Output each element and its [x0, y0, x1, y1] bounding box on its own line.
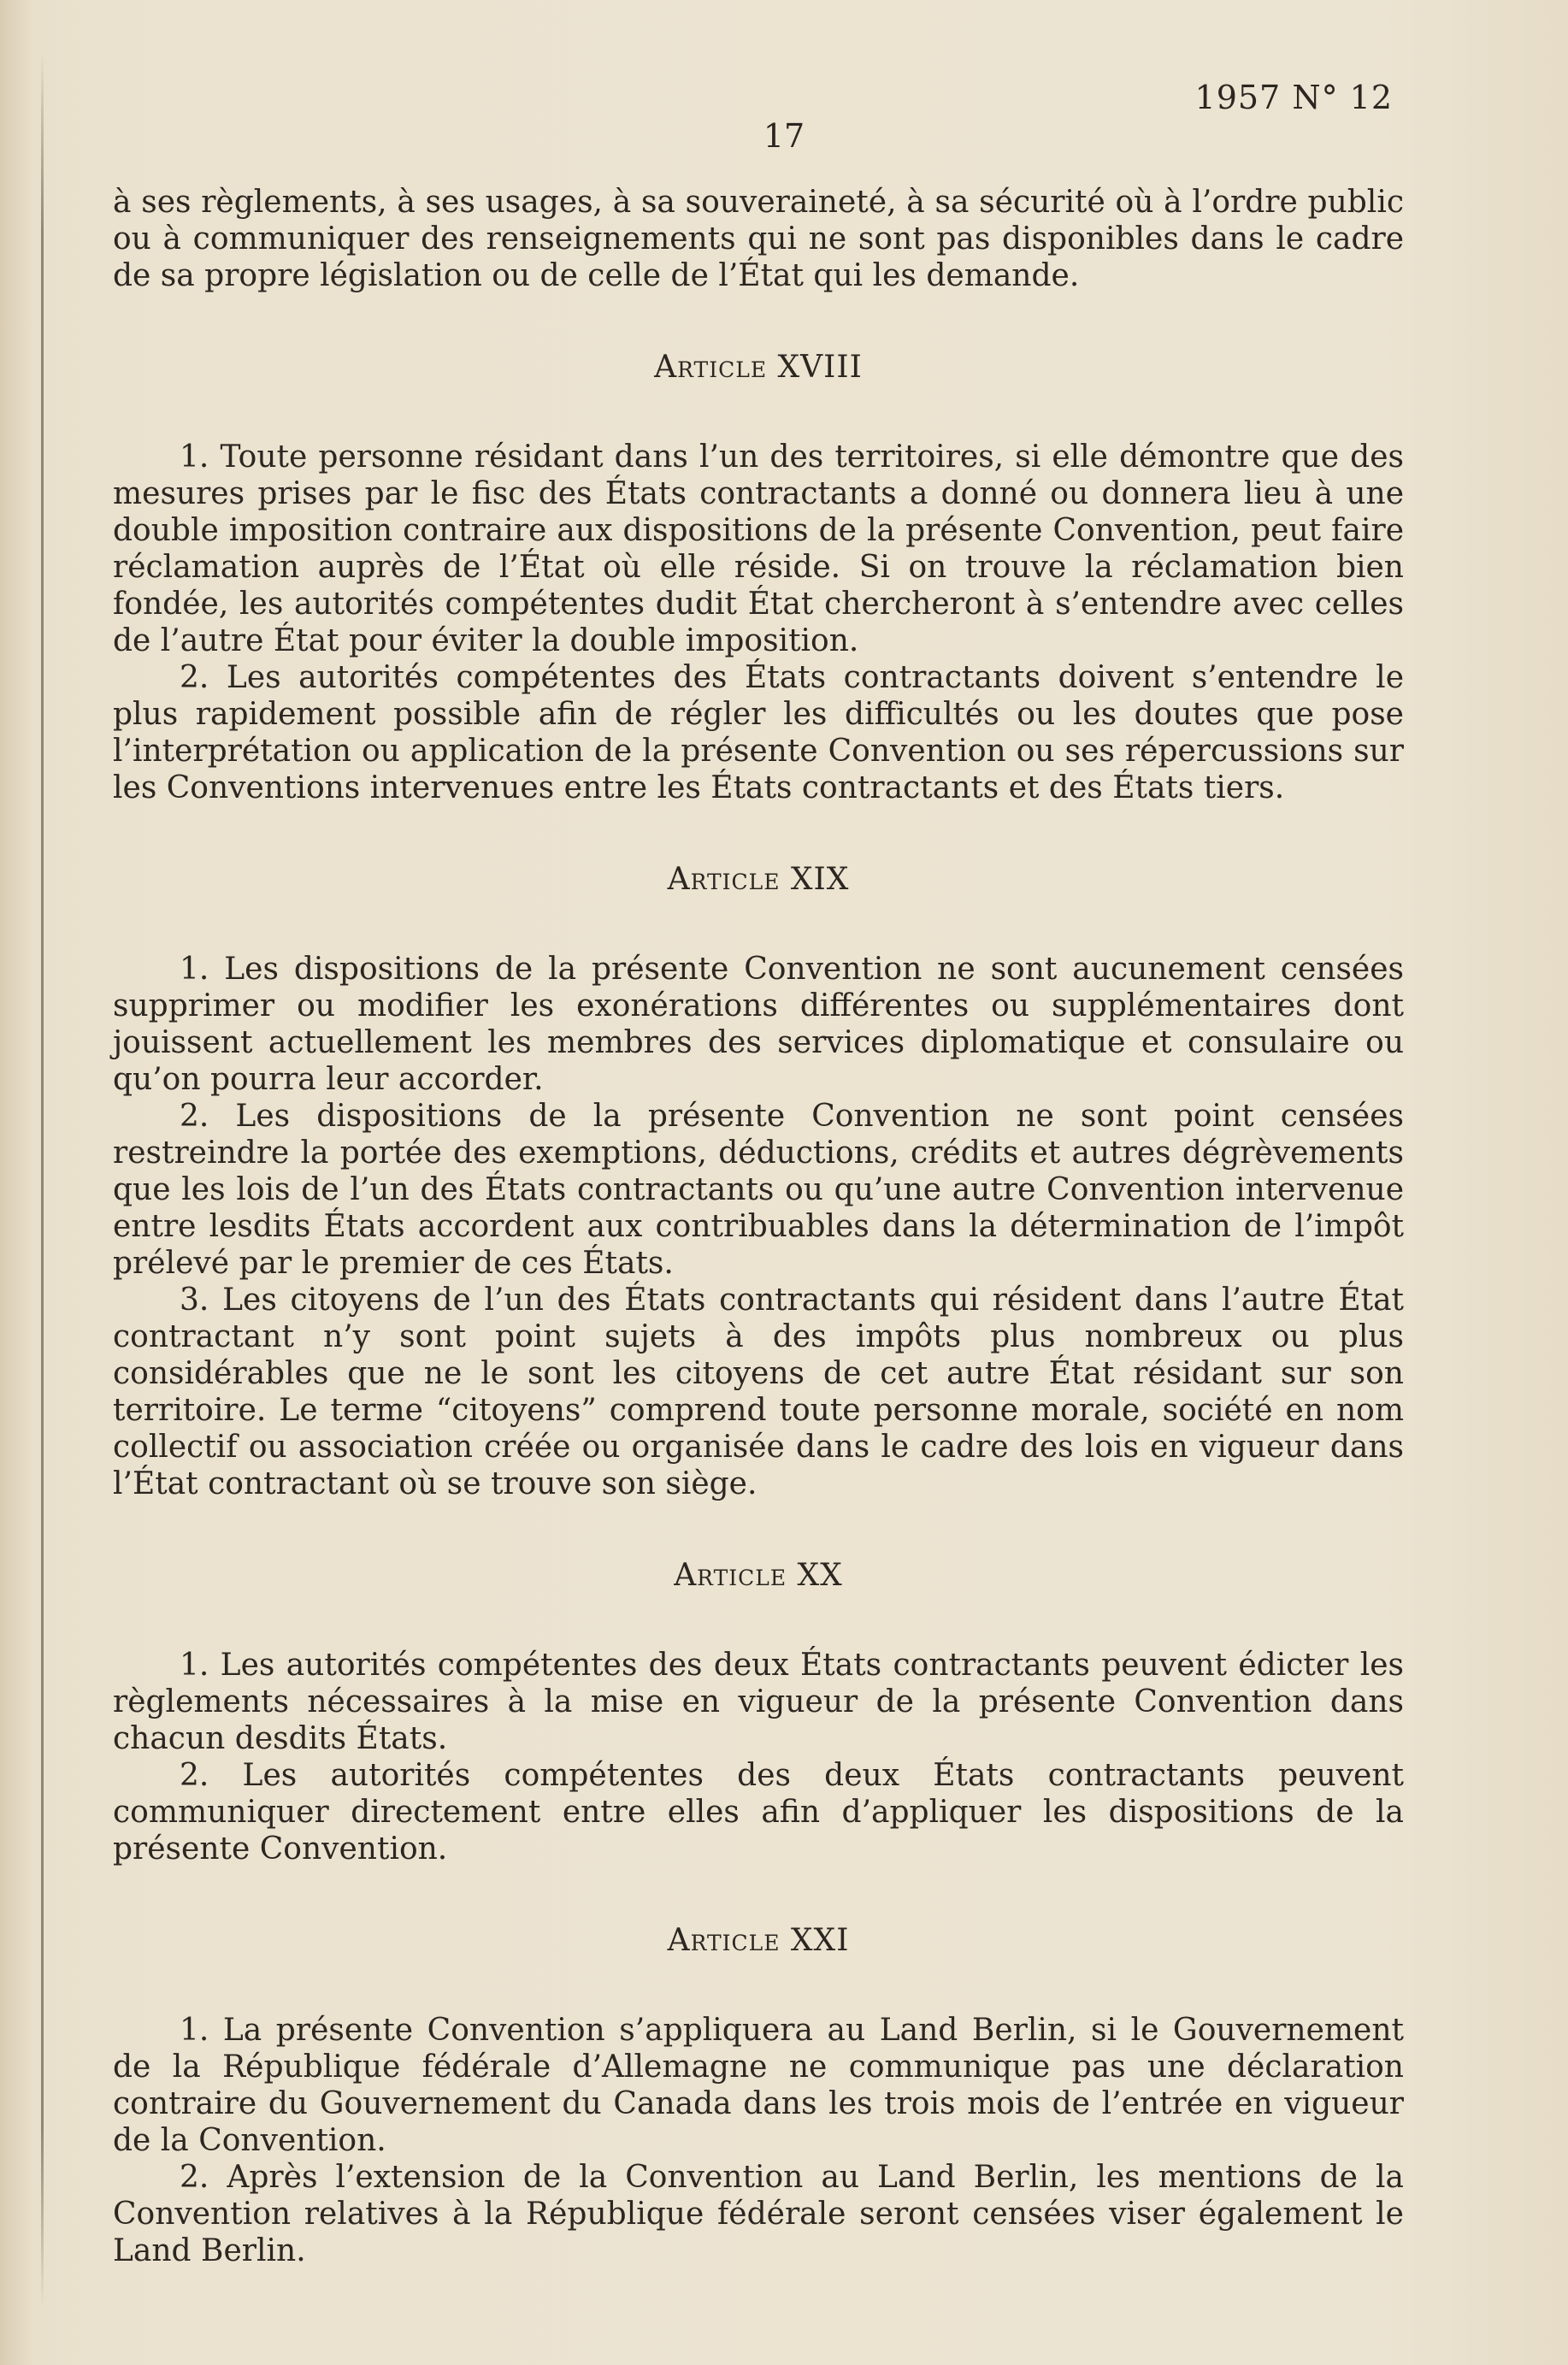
continuation-paragraph: à ses règlements, à ses usages, à sa souveraineté, à sa sécurité où à l’ordre public ou à communiquer des renseignements qui ne sont pas disponibles dans le cadre de sa propre législation ou de celle de l’État qui les demande. — [113, 185, 1404, 293]
article-21 — [113, 1922, 1404, 2269]
article-20 — [113, 1557, 1404, 1867]
article-paragraph: 1. La présente Convention s’appliquera au Land Berlin, si le Gouvernement de la République fédérale d’Allemagne ne communique pas une déclaration contraire du Gouvernement du Canada dans les trois mois de l’entrée en vigueur de la Convention. — [113, 2013, 1404, 2158]
article-heading: Article XVIII — [654, 350, 863, 385]
article-paragraph: 2. Les autorités compétentes des États contractants doivent s’entendre le plus rapidement possible afin de régler les difficultés ou les doutes que pose l’interprétation ou application de la présente Convention ou ses répercussions sur les Conventions intervenues entre les États contractants et des États tiers. — [113, 660, 1404, 805]
article-paragraph: 1. Les autorités compétentes des deux États contractants peuvent édicter les règlements nécessaires à la mise en vigueur de la présente Convention dans chacun desdits États. — [113, 1648, 1404, 1756]
article-heading: Article XIX — [667, 862, 850, 897]
article-paragraph: 2. Après l’extension de la Convention au Land Berlin, les mentions de la Convention relatives à la République fédérale seront censées viser également le Land Berlin. — [113, 2160, 1404, 2268]
article-19 — [113, 861, 1404, 1502]
article-paragraph: 1. Les dispositions de la présente Convention ne sont aucunement censées supprimer ou modifier les exonérations différentes ou supplémentaires dont jouissent actuellement les membres des services diplomatique et consulaire ou qu’on pourra leur accorder. — [113, 952, 1404, 1097]
document-reference: 1957 N° 12 — [1194, 79, 1393, 116]
article-paragraph: 2. Les dispositions de la présente Convention ne sont point censées restreindre la portée des exemptions, déductions, crédits et autres dégrèvements que les lois de l’un des États contractants ou qu’une autre Convention intervenue entre lesdits États accordent aux contribuables dans la détermination de l’impôt prélevé par le premier de ces États. — [113, 1099, 1404, 1281]
article-heading: Article XXI — [667, 1923, 850, 1958]
body-text — [113, 184, 1404, 2269]
binding-shadow — [41, 51, 44, 2309]
article-paragraph: 1. Toute personne résidant dans l’un des territoires, si elle démontre que des mesures prises par le fisc des États contractants a donné ou donnera lieu à une double imposition contraire aux dispositions de la présente Convention, peut faire réclamation auprès de l’État où elle réside. Si on trouve la réclamation bien fondée, les autorités compétentes dudit État chercheront à s’entendre avec celles de l’autre État pour éviter la double imposition. — [113, 439, 1404, 658]
article-paragraph: 3. Les citoyens de l’un des États contractants qui résident dans l’autre État contractant n’y sont point sujets à des impôts plus nombreux ou plus considérables que ne le sont les citoyens de cet autre État résidant sur son territoire. Le terme “citoyens” comprend toute personne morale, société en nom collectif ou association créée ou organisée dans le cadre des lois en vigueur dans l’État contractant où se trouve son siège. — [113, 1283, 1404, 1501]
article-paragraph: 2. Les autorités compétentes des deux États contractants peuvent communiquer directement entre elles afin d’appliquer les dispositions de la présente Convention. — [113, 1758, 1404, 1867]
article-heading: Article XX — [674, 1558, 843, 1593]
page-number: 17 — [763, 117, 805, 155]
article-18 — [113, 349, 1404, 806]
